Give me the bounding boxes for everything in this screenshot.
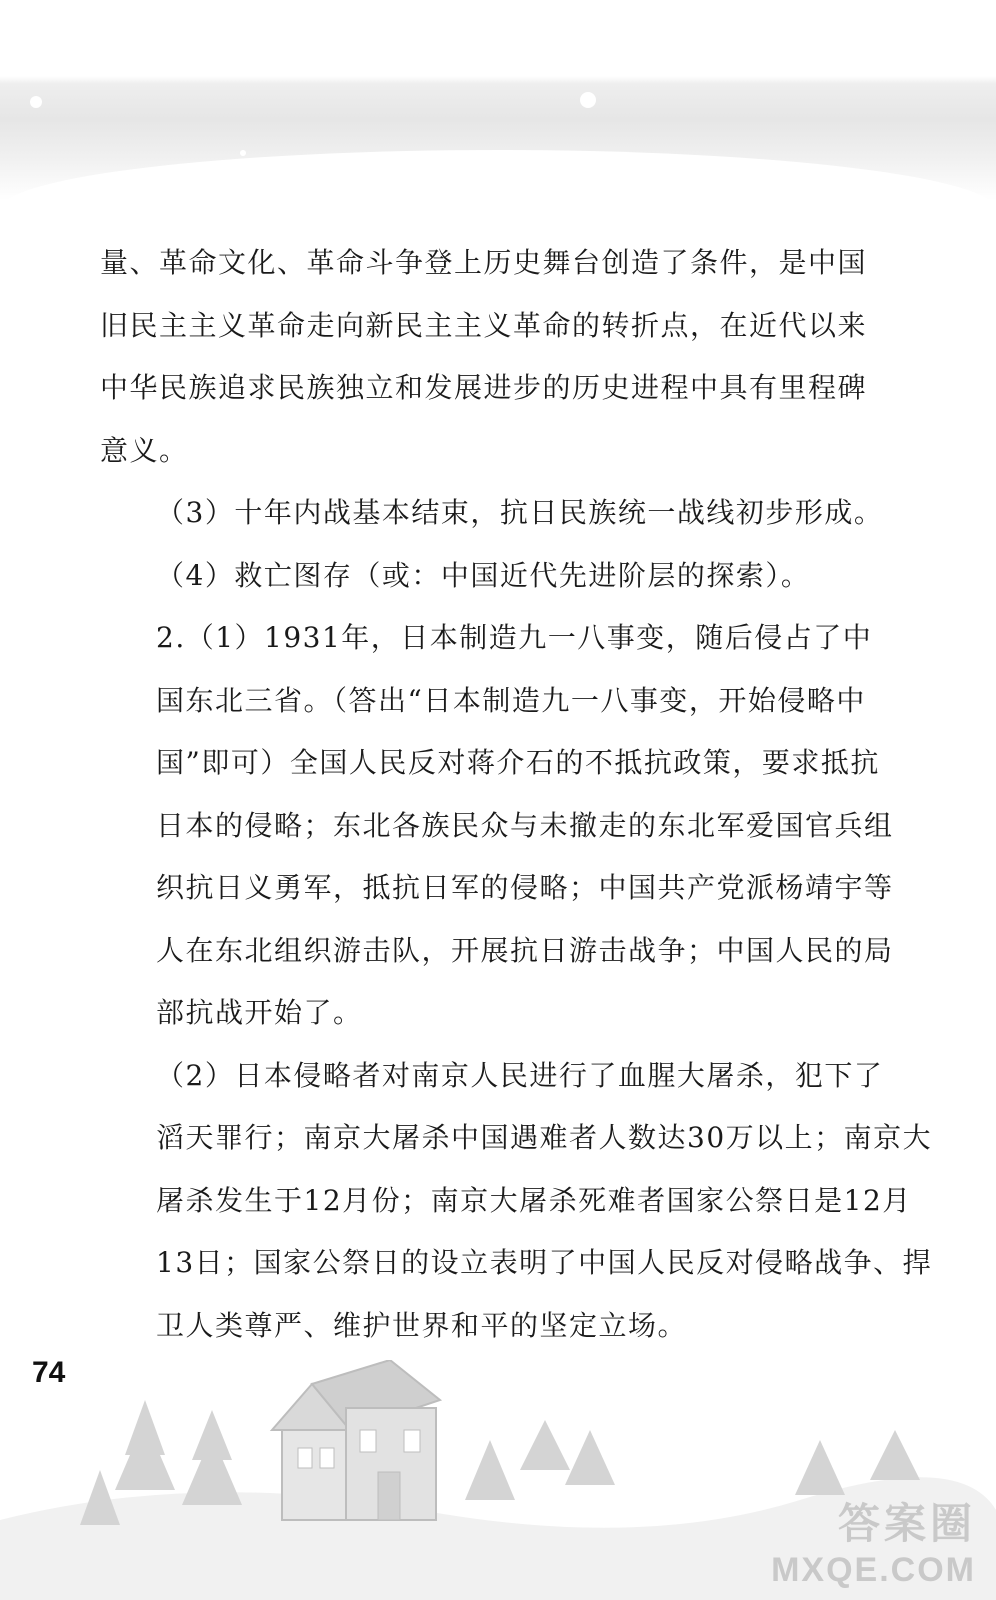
text-line: 中华民族追求民族独立和发展进步的历史进程中具有里程碑: [100, 371, 868, 404]
text-line: 屠杀发生于12月份；南京大屠杀死难者国家公祭日是12月: [156, 1183, 912, 1217]
text-line: 部抗战开始了。: [156, 996, 363, 1029]
snowflake: [720, 60, 728, 68]
watermark-en: MXQE.COM: [771, 1551, 976, 1589]
snowflake: [580, 92, 596, 108]
text-line: （2）日本侵略者对南京人民进行了血腥大屠杀，犯下了: [156, 1058, 884, 1092]
text-line: 量、革命文化、革命斗争登上历史舞台创造了条件，是中国: [100, 246, 868, 279]
house-illustration: [272, 1360, 440, 1520]
text-line: 旧民主主义革命走向新民主主义革命的转折点，在近代以来: [100, 308, 868, 342]
text-line: 13日；国家公祭日的设立表明了中国人民反对侵略战争、捍: [156, 1246, 933, 1279]
snowflake: [30, 96, 42, 108]
text-line: 人在东北组织游击队，开展抗日游击战争；中国人民的局: [156, 933, 894, 967]
paragraph: [100, 1045, 933, 1358]
watermark-cn: 答案圈: [837, 1500, 976, 1547]
text-line: （4）救亡图存（或：中国近代先进阶层的探索）。: [156, 558, 811, 592]
text-line: 意义。: [100, 433, 189, 467]
snowflake: [240, 150, 246, 156]
header-decoration: [0, 0, 996, 200]
text-line: 卫人类尊严、维护世界和平的坚定立场。: [156, 1308, 688, 1342]
text-line: 滔天罪行；南京大屠杀中国遇难者人数达30万以上；南京大: [156, 1121, 933, 1154]
page-number: 74: [32, 1356, 66, 1389]
watermark: [771, 1491, 976, 1590]
text-line: （3）十年内战基本结束，抗日民族统一战线初步形成。: [156, 496, 884, 529]
paragraph: [100, 232, 900, 482]
text-line: 2.（1）1931年，日本制造九一八事变，随后侵占了中: [156, 621, 873, 654]
text-line: 日本的侵略；东北各族民众与未撤走的东北军爱国官兵组: [156, 808, 894, 842]
paragraph: [100, 607, 900, 1045]
header-wave: [0, 150, 996, 210]
text-line: 国”即可）全国人民反对蒋介石的不抵抗政策，要求抵抗: [156, 746, 880, 779]
paragraph: [100, 482, 900, 545]
answer-text: [100, 232, 933, 1357]
text-line: 国东北三省。（答出“日本制造九一八事变，开始侵略中: [156, 683, 866, 717]
text-line: 织抗日义勇军，抵抗日军的侵略；中国共产党派杨靖宇等: [156, 871, 894, 904]
paragraph: [100, 545, 900, 608]
